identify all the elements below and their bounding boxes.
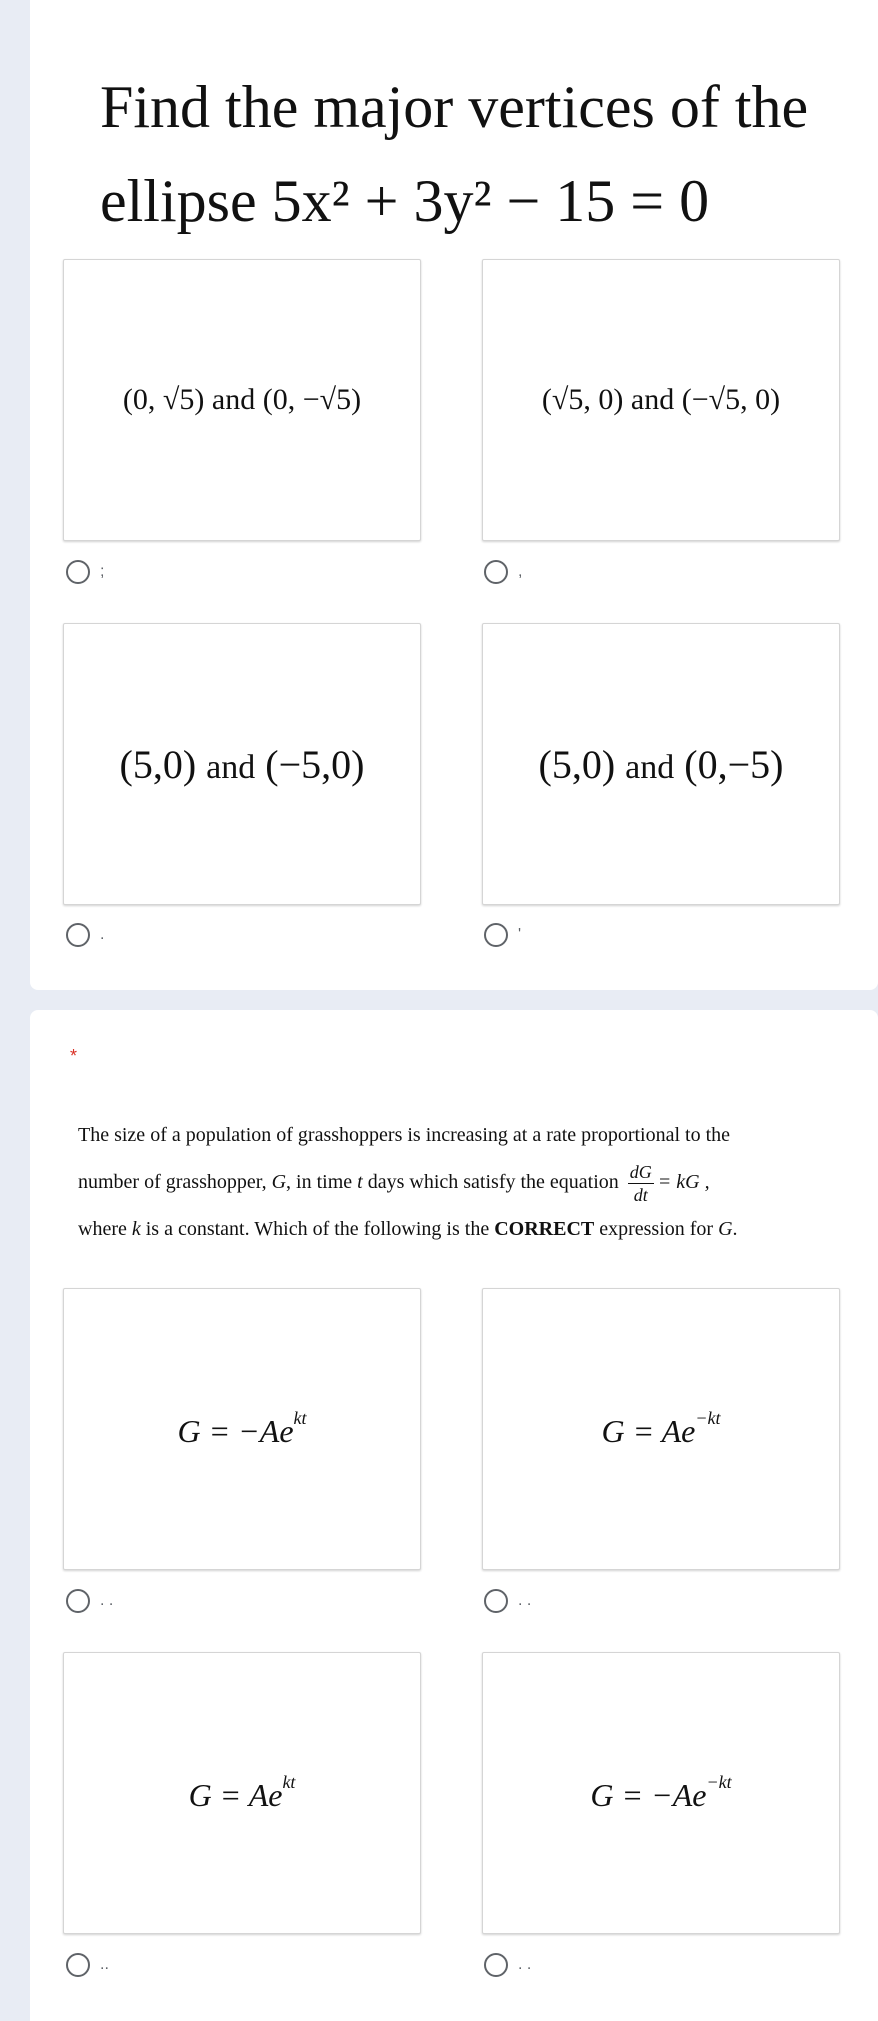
option-8[interactable]: . . xyxy=(484,1953,531,1977)
choice-image-5[interactable]: $G = -Ae^{kt}$ xyxy=(63,1288,421,1570)
option-1[interactable]: ; xyxy=(66,560,104,584)
choice-image-1[interactable]: (0, √5) and (0, −√5) xyxy=(63,259,421,541)
choice-image-2[interactable]: (√5, 0) and (−√5, 0) xyxy=(482,259,840,541)
choice-image-6[interactable]: $G = Ae^{-kt}$ xyxy=(482,1288,840,1570)
choice-image-3[interactable]: (5,0) and (−5,0) xyxy=(63,623,421,905)
radio-option-8[interactable] xyxy=(484,1953,508,1977)
option-6[interactable]: . . xyxy=(484,1589,531,1613)
choice-image-4[interactable]: (5,0) and (0,−5) xyxy=(482,623,840,905)
radio-option-3[interactable] xyxy=(66,923,90,947)
radio-option-6[interactable] xyxy=(484,1589,508,1613)
question-2-text: The size of a population of grasshoppers is increasing at a rate proportional to the number of grasshopper, G, in time t days which satisfy the equation $\frac{dG}{dt}$ = kG , where k is a constant. Which of the following is the CORRECT expression for G. xyxy=(78,1124,738,1240)
required-marker: * xyxy=(70,1046,78,1066)
option-5[interactable]: . . xyxy=(66,1589,113,1613)
option-3[interactable]: . xyxy=(66,923,104,947)
question-1-title: Find the major vertices of the ellipse 5x² + 3y² − 15 = 0 xyxy=(100,74,809,234)
radio-option-7[interactable] xyxy=(66,1953,90,1977)
radio-option-2[interactable] xyxy=(484,560,508,584)
fraction-dG-dt: $\frac{dG}{dt}$ xyxy=(629,1161,652,1205)
choice-image-7[interactable]: $G = Ae^{kt}$ xyxy=(63,1652,421,1934)
choice-image-8[interactable]: $G = -Ae^{-kt}$ xyxy=(482,1652,840,1934)
ellipse-equation: 5x² + 3y² − 15 = 0 xyxy=(271,168,710,234)
option-7[interactable]: .. xyxy=(66,1953,109,1977)
option-2[interactable]: , xyxy=(484,560,522,584)
option-4[interactable]: ' xyxy=(484,923,521,947)
radio-option-1[interactable] xyxy=(66,560,90,584)
radio-option-5[interactable] xyxy=(66,1589,90,1613)
radio-option-4[interactable] xyxy=(484,923,508,947)
